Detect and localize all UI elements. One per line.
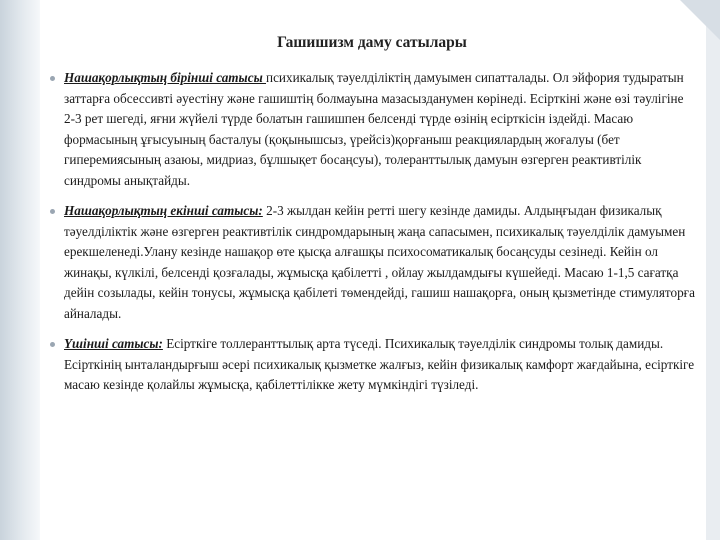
bullet-icon xyxy=(50,76,55,81)
bullet-item-1 xyxy=(48,68,696,191)
slide-content xyxy=(48,0,696,540)
bullet-lead-1: Нашақорлықтың бірінші сатысы xyxy=(64,70,267,85)
slide-title: Гашишизм даму сатылары xyxy=(277,34,467,51)
bullet-item-2 xyxy=(48,201,696,324)
bullet-icon xyxy=(50,342,55,347)
decorative-left-strip xyxy=(0,0,40,540)
bullet-lead-2: Нашақорлықтың екінші сатысы: xyxy=(64,203,263,218)
bullet-list xyxy=(48,68,696,406)
bullet-icon xyxy=(50,209,55,214)
bullet-text-2: 2-3 жылдан кейін ретті шегу кезінде дамиды. Алдыңғыдан физикалық тәуелділіктік және өзгерген реактивтілік синдромдарының жаңа сапасымен, психикалық тәуелділік дамуымен ерекшеленеді.Улану кезінде нашақор өте қысқа алғашқы психосоматикалық босаңсуды сезінеді. Кейін ол жинақы, күлкілі, белсенді қозғалады, жұмысқа қабілетті , ойлау жылдамдығы күшейеді. Масаю 1-1,5 сағатқа дейін созылады, кейін тонусы, жұмысқа қабілеті төмендейді, гашиш нашақорға, оның қызметінде стимуляторға айналады. xyxy=(64,203,695,321)
bullet-text-3: Есірткіге толлеранттылық арта түседі. Психикалық тәуелділік синдромы толық дамиды. Есірткінің ынталандырғыш әсері психикалық қызметке жалғыз, кейін физикалық камфорт жағдайына, есірткіге масаю кезінде қолайлы жұмысқа, қабілеттілікке жету мүмкіндігі түзіледі. xyxy=(64,336,695,392)
decorative-right-panel xyxy=(706,0,720,540)
bullet-text-1: психикалық тәуелділіктің дамуымен сипатталады. Ол эйфория тудыратын заттарға обсессивті әуестіну және гашиштің болмауына мазасызданумен көрінеді. Есірткіні және өзі тәулігіне 2-3 рет шегеді, яғни жүйелі түрде болатын гашишпен белсенді түрде өзінің есірткісін іздейді. Масаю формасының ұғысуының басталуы (қоқынышсыз, үрейсіз)қорғаныш реакциялардың жоғалуы (бет гиперемиясының азаюы, мидриаз, бұлшықет босаңсуы), толеранттылық дамуын өзгерген реактивтілік синдромы анықтайды. xyxy=(64,70,684,188)
bullet-item-3 xyxy=(48,334,696,396)
bullet-lead-3: Үшінші сатысы: xyxy=(64,336,163,351)
